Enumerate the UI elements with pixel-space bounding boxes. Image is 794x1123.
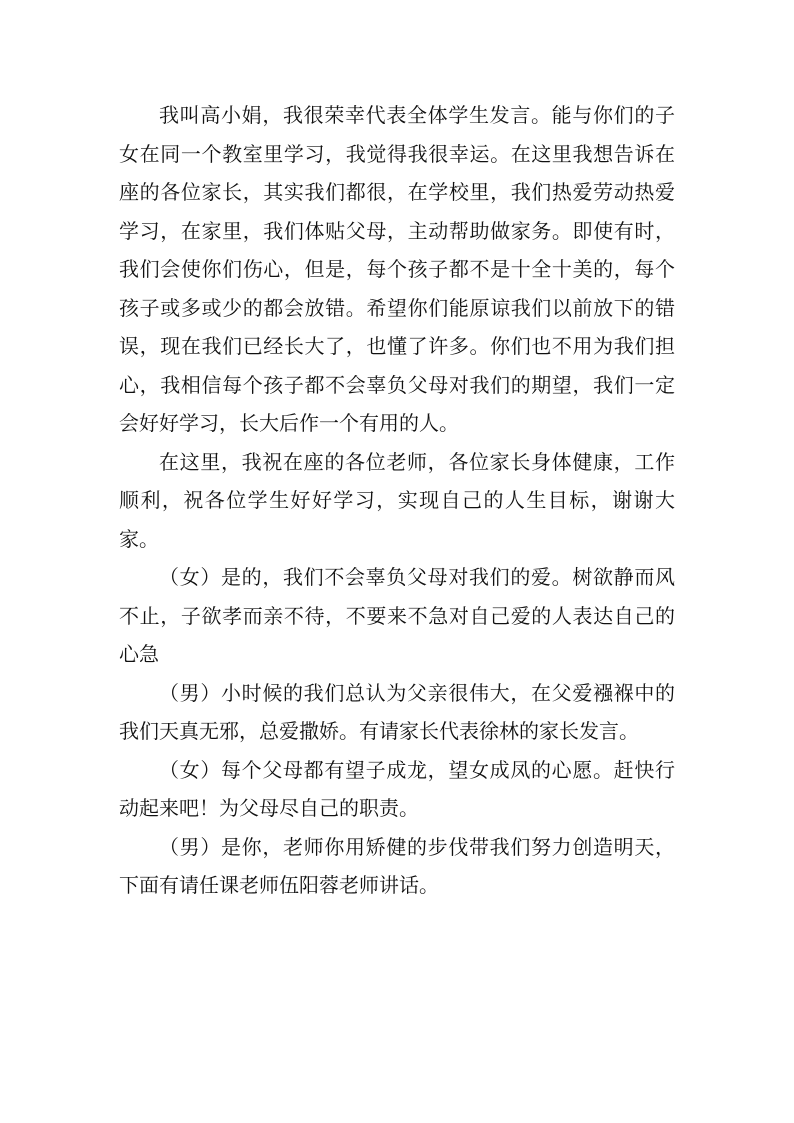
paragraph-male-host-1: （男）小时候的我们总认为父亲很伟大，在父爱襁褓中的我们天真无邪，总爱撒娇。有请家长代表徐林的家长发言。 — [119, 680, 675, 743]
document-body — [119, 96, 675, 905]
paragraph-female-host-1: （女）是的，我们不会辜负父母对我们的爱。树欲静而风不止，子欲孝而亲不待，不要来不急对自己爱的人表达自己的心急 — [119, 565, 675, 666]
paragraph-blessing: 在这里，我祝在座的各位老师，各位家长身体健康，工作顺利，祝各位学生好好学习，实现自己的人生目标，谢谢大家。 — [119, 449, 675, 551]
paragraph-female-host-2: （女）每个父母都有望子成龙，望女成凤的心愿。赶快行动起来吧！为父母尽自己的职责。 — [119, 757, 675, 820]
paragraph-student-speech: 我叫高小娟，我很荣幸代表全体学生发言。能与你们的子女在同一个教室里学习，我觉得我很幸运。在这里我想告诉在座的各位家长，其实我们都很，在学校里，我们热爱劳动热爱学习，在家里，我们体贴父母，主动帮助做家务。即使有时，我们会使你们伤心，但是，每个孩子都不是十全十美的，每个孩子或多或少的都会放错。希望你们能原谅我们以前放下的错误，现在我们已经长大了，也懂了许多。你们也不用为我们担心，我相信每个孩子都不会辜负父母对我们的期望，我们一定会好好学习，长大后作一个有用的人。 — [119, 103, 675, 435]
paragraph-male-host-2: （男）是你，老师你用矫健的步伐带我们努力创造明天，下面有请任课老师伍阳蓉老师讲话。 — [119, 834, 675, 897]
